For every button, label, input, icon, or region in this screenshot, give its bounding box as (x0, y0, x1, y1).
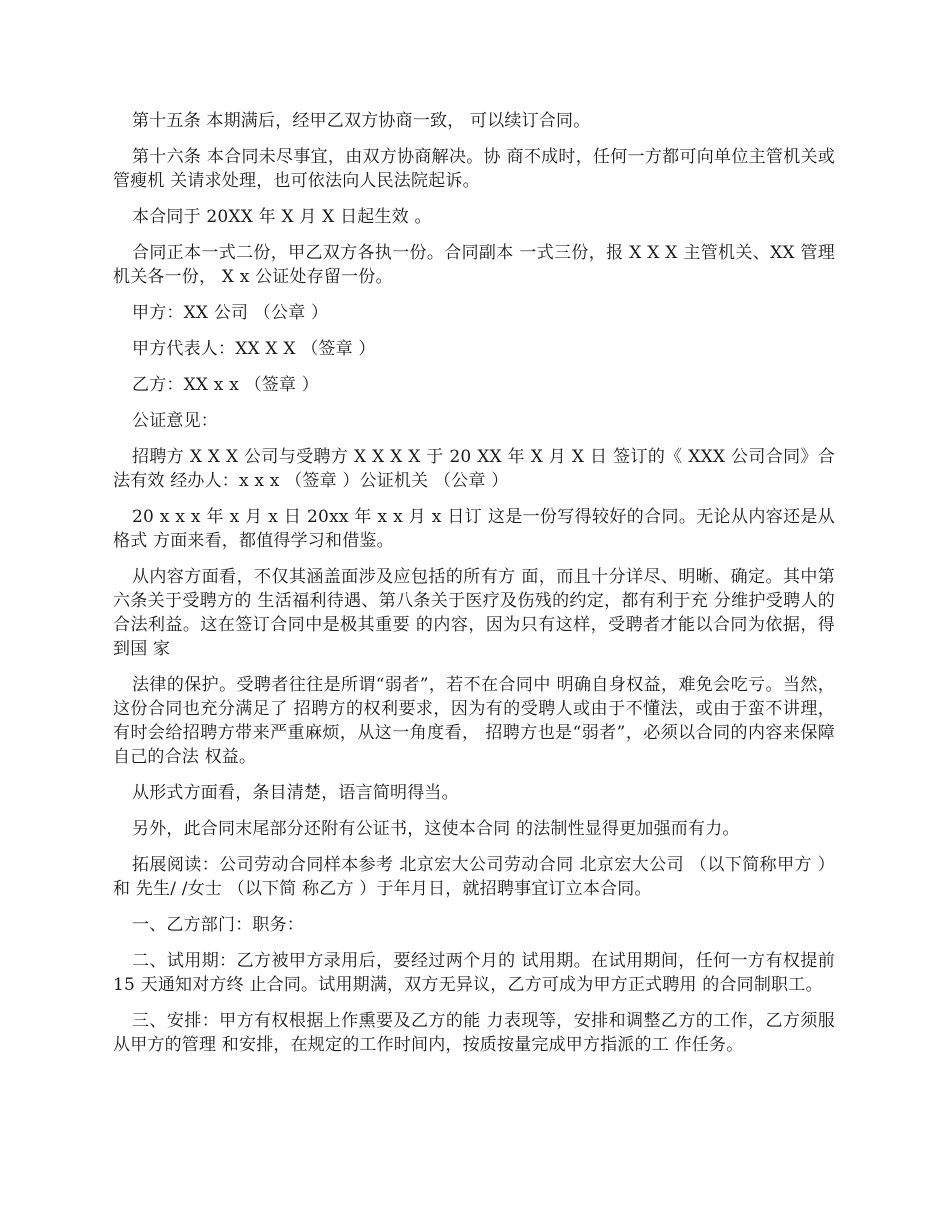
paragraph-content-analysis: 从内容方面看，不仅其涵盖面涉及应包括的所有方 面，而且十分详尽、明晰、确定。其中第六条关于受聘方的 生活福利待遇、第八条关于医疗及伤残的约定，都有利于充 分维护受聘人的合法利益。这在签订合同中是极其重要 的内容，因为只有这样，受聘者才能以合同为依据，得到国 家 (113, 567, 835, 659)
paragraph-commentary-intro: 20 x x x 年 x 月 x 日 20xx 年 x x 月 x 日订 这是一份写得较好的合同。无论从内容还是从格式 方面来看，都值得学习和借鉴。 (113, 507, 835, 551)
paragraph-clause-3: 三、安排：甲方有权根据上作熏要及乙方的能 力表现等，安排和调整乙方的工作，乙方须服从甲方的管理 和安排，在规定的工作时间内，按质按量完成甲方指派的工 作任务。 (113, 1011, 835, 1055)
paragraph-legal-protection: 法律的保护。受聘者往往是所谓“弱者”，若不在合同中 明确自身权益，难免会吃亏。当然，这份合同也充分满足了 招聘方的权利要求，因为有的受聘人或由于不懂法，或由于蛮不讲理，有时会给招聘方带来严重麻烦，从这一角度看， 招聘方也是“弱者”，必须以合同的内容来保障自己的合法 权益。 (113, 675, 835, 767)
document-body (113, 109, 835, 1069)
paragraph-notary-opinion-heading: 公证意见： (132, 411, 218, 431)
paragraph-article-15: 第十五条 本期满后，经甲乙双方协商一致， 可以续订合同。 (132, 111, 591, 131)
paragraph-party-a-representative: 甲方代表人：XX X X （签章 ） (132, 339, 376, 359)
paragraph-notary-attachment: 另外，此合同末尾部分还附有公证书，这使本合同 的法制性显得更加强而有力。 (132, 819, 740, 839)
paragraph-form-analysis: 从形式方面看，条目清楚，语言简明得当。 (132, 783, 459, 803)
paragraph-clause-1: 一、乙方部门：职务： (132, 915, 304, 935)
paragraph-notary-opinion: 招聘方 X X X 公司与受聘方 X X X X 于 20 XX 年 X 月 X 日 签订的《 XXX 公司合同》合法有效 经办人：x x x （签章 ）公证机关 （公章 ） (113, 447, 835, 491)
paragraph-effective-date: 本合同于 20XX 年 X 月 X 日起生效 。 (132, 207, 432, 227)
paragraph-party-a: 甲方：XX 公司 （公章 ） (132, 303, 329, 323)
paragraph-party-b: 乙方：XX x x （签章 ） (132, 375, 319, 395)
paragraph-clause-2: 二、试用期：乙方被甲方录用后，要经过两个月的 试用期。在试用期间，任何一方有权提前 15 天通知对方终 止合同。试用期满，双方无异议，乙方可成为甲方正式聘用 的合同制职工。 (113, 951, 835, 995)
paragraph-extended-reading: 拓展阅读：公司劳动合同样本参考 北京宏大公司劳动合同 北京宏大公司 （以下简称甲方 ）和 先生/ /女士 （以下简 称乙方 ）于年月日，就招聘事宜订立本合同。 (113, 855, 835, 899)
paragraph-copies: 合同正本一式二份，甲乙双方各执一份。合同副本 一式三份，报 X X X 主管机关、XX 管理机关各一份， X x 公证处存留一份。 (113, 243, 835, 287)
paragraph-article-16: 第十六条 本合同未尽事宜，由双方协商解决。协 商不成时，任何一方都可向单位主管机关或管瘦机 关请求处理，也可依法向人民法院起诉。 (113, 147, 835, 191)
